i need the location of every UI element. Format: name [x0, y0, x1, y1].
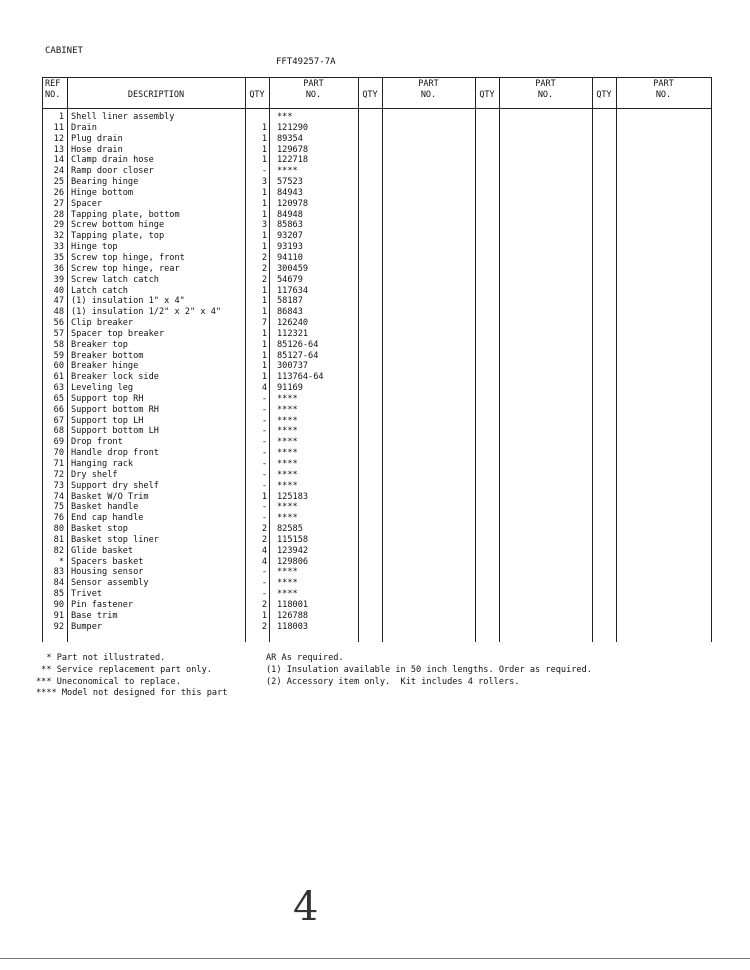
ref-cell: 67: [53, 415, 64, 426]
description-cell: Spacer: [71, 198, 103, 209]
ref-cell: 47: [53, 296, 64, 307]
table-row: [42, 145, 712, 156]
ref-cell: 1: [58, 112, 64, 122]
description-cell: Support top RH: [71, 393, 144, 404]
table-row: [42, 557, 712, 568]
part-number-cell: 84943: [277, 187, 303, 198]
qty-cell: 1: [261, 361, 267, 372]
part-number-cell: 129806: [277, 556, 309, 567]
part-number-cell: 121290: [277, 122, 309, 133]
table-row: [42, 492, 712, 503]
table-row: [42, 112, 712, 123]
description-cell: Sensor assembly: [71, 578, 149, 589]
footnote-right: (1) Insulation available in 50 inch lengths. Order as required.: [266, 664, 592, 675]
description-cell: Breaker hinge: [71, 361, 139, 372]
qty-cell: 2: [261, 274, 267, 285]
part-number-cell: ****: [277, 480, 298, 491]
ref-cell: 69: [53, 437, 64, 448]
part-number-cell: ****: [277, 437, 298, 448]
part-number-cell: 57523: [277, 177, 303, 188]
ref-cell: 70: [53, 448, 64, 459]
ref-cell: 81: [53, 534, 64, 545]
part-number-cell: ***: [277, 112, 293, 122]
table-row: [42, 177, 712, 188]
ref-cell: 26: [53, 187, 64, 198]
qty-cell: -: [261, 459, 267, 469]
table-row: [42, 578, 712, 589]
ref-cell: 71: [53, 459, 64, 469]
table-row: [42, 155, 712, 166]
description-cell: Support bottom RH: [71, 404, 159, 415]
description-cell: Support top LH: [71, 415, 144, 426]
table-row: [42, 437, 712, 448]
part-number-cell: 115158: [277, 534, 309, 545]
description-cell: End cap handle: [71, 513, 144, 524]
ref-cell: 80: [53, 524, 64, 535]
qty-cell: -: [261, 166, 267, 177]
qty-cell: 1: [261, 610, 267, 621]
table-row: [42, 242, 712, 253]
qty-cell: 2: [261, 599, 267, 610]
ref-cell: 59: [53, 350, 64, 361]
part-number-cell: 120978: [277, 198, 309, 209]
part-number-cell: ****: [277, 578, 298, 589]
description-cell: Glide basket: [71, 545, 134, 556]
ref-cell: 39: [53, 274, 64, 285]
ref-cell: 12: [53, 133, 64, 144]
table-row: [42, 166, 712, 177]
part-number-cell: 123942: [277, 545, 309, 556]
qty-cell: 1: [261, 350, 267, 361]
part-number-cell: ****: [277, 166, 298, 177]
part-number-cell: 117634: [277, 285, 309, 296]
ref-cell: 14: [53, 155, 64, 166]
table-row: [42, 383, 712, 394]
qty-header: QTY: [249, 90, 265, 100]
footnote-left: *** Uneconomical to replace.: [36, 676, 181, 687]
table-row: [42, 481, 712, 492]
description-cell: Bearing hinge: [71, 177, 139, 188]
part-number-cell: 118001: [277, 599, 309, 610]
qty-cell: 1: [261, 491, 267, 502]
part-number-cell: ****: [277, 567, 298, 578]
part-number-cell: 125183: [277, 491, 309, 502]
table-row: [42, 502, 712, 513]
ref-cell: 32: [53, 231, 64, 242]
qty-cell: 1: [261, 122, 267, 133]
qty-cell: 1: [261, 133, 267, 144]
part-number-cell: ****: [277, 459, 298, 469]
part-number-cell: 91169: [277, 383, 303, 394]
description-cell: Support bottom LH: [71, 426, 159, 437]
part-number-cell: 126240: [277, 318, 309, 329]
ref-cell: 66: [53, 404, 64, 415]
qty-cell: 4: [261, 556, 267, 567]
ref-cell: 36: [53, 263, 64, 274]
ref-cell: 58: [53, 339, 64, 350]
part-number-cell: 94110: [277, 252, 303, 263]
qty-cell: 4: [261, 545, 267, 556]
qty-cell: 2: [261, 252, 267, 263]
part-number-cell: 122718: [277, 155, 309, 166]
ref-cell: 72: [53, 469, 64, 480]
qty-cell: -: [261, 393, 267, 404]
bottom-rule: [0, 958, 750, 959]
description-cell: Spacers basket: [71, 556, 144, 567]
part-number-cell: 82585: [277, 524, 303, 535]
qty-cell: 1: [261, 187, 267, 198]
table-row: [42, 567, 712, 578]
qty-cell: 1: [261, 296, 267, 307]
part-number-cell: 58187: [277, 296, 303, 307]
part-number-cell: 126788: [277, 610, 309, 621]
part-number-cell: 93207: [277, 231, 303, 242]
qty-cell: 1: [261, 285, 267, 296]
footnotes-right: [266, 653, 592, 688]
description-cell: Leveling leg: [71, 383, 134, 394]
ref-cell: 24: [53, 166, 64, 177]
description-cell: Base trim: [71, 610, 118, 621]
ref-cell: 40: [53, 285, 64, 296]
description-cell: Screw top hinge, front: [71, 252, 185, 263]
description-cell: Basket stop: [71, 524, 128, 535]
table-row: [42, 318, 712, 329]
description-cell: Drain: [71, 122, 97, 133]
table-row: [42, 329, 712, 340]
ref-cell: 75: [53, 502, 64, 513]
model-number: FFT49257-7A: [276, 57, 336, 67]
table-row: [42, 361, 712, 372]
table-row: [42, 220, 712, 231]
qty-header-3: QTY: [479, 90, 495, 100]
part-number-cell: ****: [277, 589, 298, 600]
table-row: [42, 416, 712, 427]
qty-cell: -: [261, 469, 267, 480]
qty-cell: 3: [261, 177, 267, 188]
part-number-cell: ****: [277, 469, 298, 480]
ref-cell: 11: [53, 122, 64, 133]
qty-cell: 1: [261, 307, 267, 318]
qty-cell: 2: [261, 534, 267, 545]
ref-cell: 33: [53, 242, 64, 253]
ref-cell: 27: [53, 198, 64, 209]
table-row: [42, 199, 712, 210]
table-row: [42, 351, 712, 362]
qty-cell: 2: [261, 621, 267, 632]
table-row: [42, 231, 712, 242]
description-cell: Tapping plate, top: [71, 231, 165, 242]
description-cell: Housing sensor: [71, 567, 144, 578]
qty-cell: 1: [261, 328, 267, 339]
footnote-right: AR As required.: [266, 653, 344, 663]
table-row: [42, 426, 712, 437]
qty-cell: -: [261, 426, 267, 437]
description-cell: Screw top hinge, rear: [71, 263, 180, 274]
description-cell: Screw latch catch: [71, 274, 159, 285]
ref-cell: 29: [53, 220, 64, 231]
table-row: [42, 524, 712, 535]
table-row: [42, 394, 712, 405]
table-row: [42, 210, 712, 221]
part-number-cell: 85127-64: [277, 350, 319, 361]
description-cell: Pin fastener: [71, 599, 134, 610]
part-number-cell: 93193: [277, 242, 303, 253]
part-number-cell: 300459: [277, 263, 309, 274]
description-cell: Clip breaker: [71, 318, 134, 329]
part-number-cell: 86843: [277, 307, 303, 318]
description-cell: Latch catch: [71, 285, 128, 296]
ref-cell: 57: [53, 328, 64, 339]
description-cell: Plug drain: [71, 133, 123, 144]
part-number-cell: 300737: [277, 361, 309, 372]
table-row: [42, 307, 712, 318]
part-no-header-3: PART NO.: [535, 79, 556, 100]
part-number-cell: ****: [277, 502, 298, 513]
table-row: [42, 123, 712, 134]
description-cell: Dry shelf: [71, 469, 118, 480]
part-no-header-2: PART NO.: [418, 79, 439, 100]
description-cell: Hinge top: [71, 242, 118, 253]
table-row: [42, 340, 712, 351]
part-number-cell: 85863: [277, 220, 303, 231]
footnotes-left: [36, 653, 227, 700]
table-row: [42, 286, 712, 297]
ref-cell: 82: [53, 545, 64, 556]
part-number-cell: 113764-64: [277, 372, 324, 383]
ref-cell: 76: [53, 513, 64, 524]
qty-cell: -: [261, 480, 267, 491]
page-number: 4: [293, 884, 319, 930]
ref-cell: 60: [53, 361, 64, 372]
part-number-cell: 89354: [277, 133, 303, 144]
table-row: [42, 546, 712, 557]
description-cell: Bumper: [71, 621, 103, 632]
part-number-cell: 54679: [277, 274, 303, 285]
ref-cell: 25: [53, 177, 64, 188]
qty-cell: -: [261, 578, 267, 589]
description-cell: Trivet: [71, 589, 103, 600]
description-cell: Support dry shelf: [71, 480, 159, 491]
footnote-left: ** Service replacement part only.: [36, 664, 212, 675]
description-cell: Screw bottom hinge: [71, 220, 165, 231]
qty-cell: 4: [261, 383, 267, 394]
ref-cell: 85: [53, 589, 64, 600]
part-number-cell: 112321: [277, 328, 309, 339]
ref-cell: 65: [53, 393, 64, 404]
qty-cell: -: [261, 415, 267, 426]
description-cell: (1) insulation 1/2" x 2" x 4": [71, 307, 222, 318]
ref-cell: 84: [53, 578, 64, 589]
qty-header-4: QTY: [596, 90, 612, 100]
qty-cell: 1: [261, 155, 267, 166]
qty-cell: -: [261, 567, 267, 578]
part-no-header-4: PART NO.: [653, 79, 674, 100]
description-cell: Basket stop liner: [71, 534, 159, 545]
table-row: [42, 600, 712, 611]
qty-cell: 1: [261, 242, 267, 253]
ref-cell: 28: [53, 209, 64, 220]
qty-cell: 2: [261, 263, 267, 274]
qty-cell: -: [261, 404, 267, 415]
description-cell: Breaker bottom: [71, 350, 144, 361]
table-row: [42, 253, 712, 264]
ref-cell: 61: [53, 372, 64, 383]
part-number-cell: ****: [277, 513, 298, 524]
part-number-cell: 129678: [277, 144, 309, 155]
description-cell: Shell liner assembly: [71, 112, 175, 122]
qty-cell: 1: [261, 144, 267, 155]
description-cell: Hinge bottom: [71, 187, 134, 198]
part-no-header: PART NO.: [303, 79, 324, 100]
ref-cell: 48: [53, 307, 64, 318]
qty-cell: -: [261, 513, 267, 524]
qty-cell: -: [261, 448, 267, 459]
ref-cell: 56: [53, 318, 64, 329]
qty-cell: -: [261, 437, 267, 448]
qty-header-2: QTY: [362, 90, 378, 100]
section-title: CABINET: [45, 46, 83, 56]
table-row: [42, 513, 712, 524]
qty-cell: 1: [261, 209, 267, 220]
qty-cell: 3: [261, 220, 267, 231]
table-row: [42, 470, 712, 481]
part-number-cell: ****: [277, 426, 298, 437]
description-cell: Hose drain: [71, 144, 123, 155]
table-row: [42, 448, 712, 459]
ref-cell: 63: [53, 383, 64, 394]
table-row: [42, 535, 712, 546]
table-row: [42, 188, 712, 199]
table-row: [42, 405, 712, 416]
description-cell: Hanging rack: [71, 459, 134, 469]
footnote-right: (2) Accessory item only. Kit includes 4 rollers.: [266, 676, 520, 687]
ref-cell: 90: [53, 599, 64, 610]
ref-cell: 74: [53, 491, 64, 502]
footnote-left: * Part not illustrated.: [36, 653, 166, 663]
part-number-cell: ****: [277, 393, 298, 404]
ref-cell: 83: [53, 567, 64, 578]
description-cell: Ramp door closer: [71, 166, 154, 177]
table-row: [42, 589, 712, 600]
qty-cell: -: [261, 502, 267, 513]
part-number-cell: 85126-64: [277, 339, 319, 350]
table-row: [42, 134, 712, 145]
description-cell: Spacer top breaker: [71, 328, 165, 339]
description-cell: Clamp drain hose: [71, 155, 154, 166]
description-header: DESCRIPTION: [127, 90, 185, 100]
qty-cell: 2: [261, 524, 267, 535]
ref-cell: 13: [53, 144, 64, 155]
qty-cell: 1: [261, 231, 267, 242]
table-row: [42, 275, 712, 286]
ref-cell: 68: [53, 426, 64, 437]
ref-header: REF NO.: [45, 79, 61, 100]
qty-cell: -: [261, 589, 267, 600]
table-row: [42, 296, 712, 307]
table-row: [42, 611, 712, 622]
part-number-cell: 118003: [277, 621, 309, 632]
description-cell: (1) insulation 1" x 4": [71, 296, 185, 307]
description-cell: Basket handle: [71, 502, 139, 513]
ref-cell: 91: [53, 610, 64, 621]
qty-cell: 7: [261, 318, 267, 329]
part-number-cell: ****: [277, 448, 298, 459]
description-cell: Basket W/O Trim: [71, 491, 149, 502]
description-cell: Drop front: [71, 437, 123, 448]
ref-cell: 35: [53, 252, 64, 263]
ref-cell: 92: [53, 621, 64, 632]
table-row: [42, 459, 712, 470]
table-body: [42, 112, 712, 633]
qty-cell: 1: [261, 372, 267, 383]
part-number-cell: 84948: [277, 209, 303, 220]
description-cell: Handle drop front: [71, 448, 159, 459]
part-number-cell: ****: [277, 415, 298, 426]
parts-table: [42, 77, 712, 642]
description-cell: Breaker top: [71, 339, 128, 350]
part-number-cell: ****: [277, 404, 298, 415]
table-row: [42, 372, 712, 383]
ref-cell: *: [58, 556, 64, 567]
description-cell: Breaker lock side: [71, 372, 159, 383]
ref-cell: 73: [53, 480, 64, 491]
qty-cell: 1: [261, 198, 267, 209]
table-row: [42, 622, 712, 633]
footnote-left: **** Model not designed for this part: [36, 688, 228, 699]
description-cell: Tapping plate, bottom: [71, 209, 180, 220]
table-row: [42, 264, 712, 275]
qty-cell: 1: [261, 339, 267, 350]
